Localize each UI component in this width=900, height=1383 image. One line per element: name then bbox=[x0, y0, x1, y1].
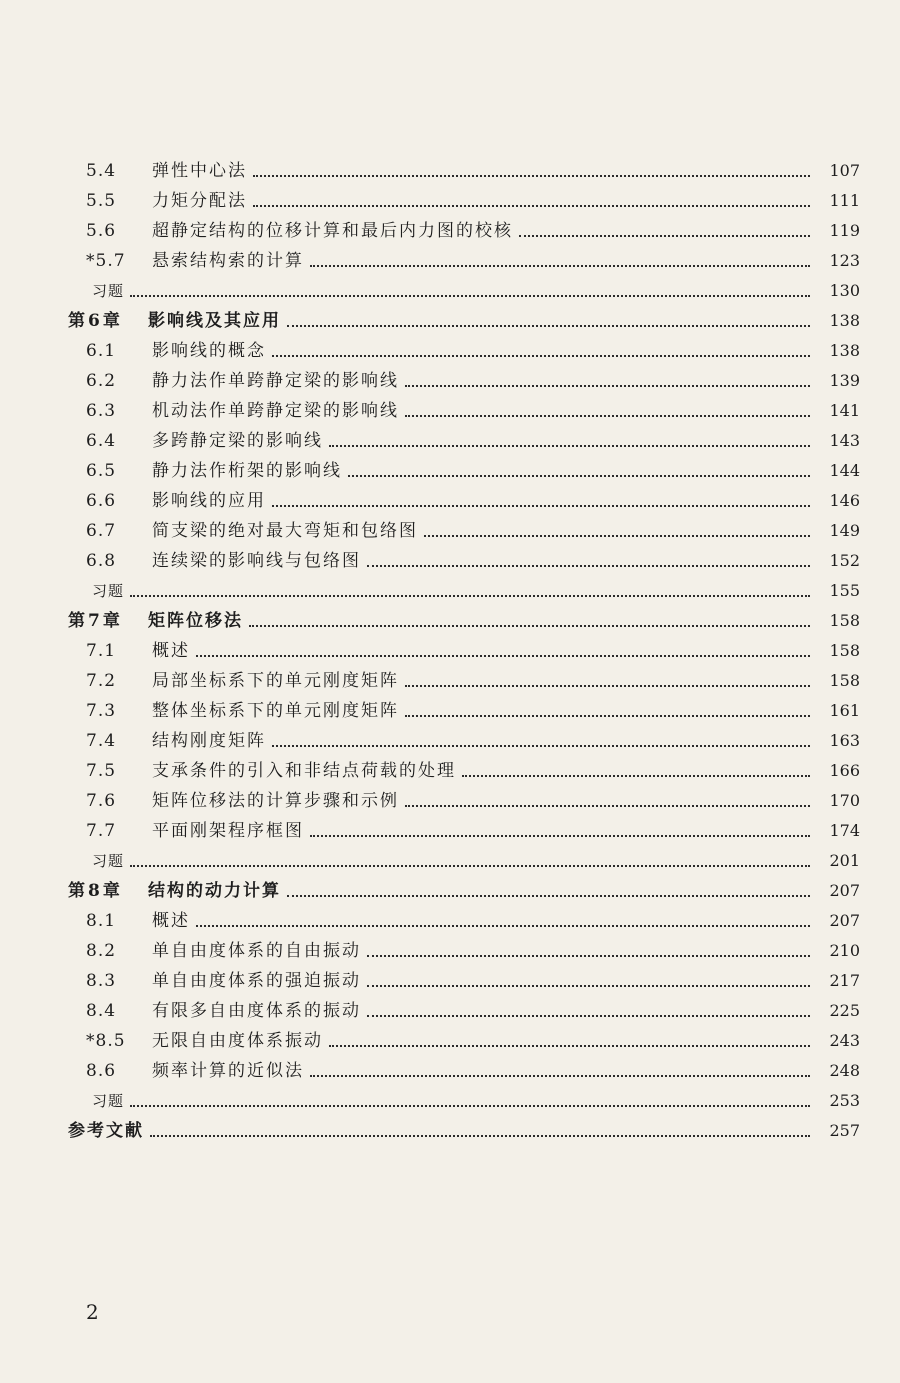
toc-section bbox=[68, 1026, 860, 1056]
toc-chapter bbox=[68, 306, 860, 336]
toc-entry-title: 静力法作单跨静定梁的影响线 bbox=[152, 371, 399, 391]
toc-entry-title: 机动法作单跨静定梁的影响线 bbox=[152, 401, 399, 421]
dot-leader bbox=[272, 743, 810, 747]
toc-page-number: 243 bbox=[829, 1031, 860, 1050]
toc-page-number: 161 bbox=[829, 701, 860, 720]
toc-entry-number: 6.3 bbox=[86, 401, 117, 421]
toc-entry-title: 无限自由度体系振动 bbox=[152, 1031, 323, 1051]
toc-entry-title: 影响线的概念 bbox=[152, 341, 266, 361]
toc-entry-number: 6.8 bbox=[86, 551, 117, 571]
toc-entry-number: 5.5 bbox=[86, 191, 117, 211]
toc-exercises bbox=[68, 1086, 860, 1116]
toc-entry-title: 习题 bbox=[92, 1092, 125, 1110]
toc-section bbox=[68, 396, 860, 426]
toc-section bbox=[68, 936, 860, 966]
toc-entry-number: 第7章 bbox=[68, 611, 123, 631]
toc-section bbox=[68, 996, 860, 1026]
toc-entry-title: 矩阵位移法 bbox=[148, 611, 243, 631]
toc-page-number: 107 bbox=[829, 161, 860, 180]
toc-entry-title: 连续梁的影响线与包络图 bbox=[152, 551, 361, 571]
dot-leader bbox=[253, 173, 810, 177]
dot-leader bbox=[150, 1133, 810, 1137]
toc-page-number: 207 bbox=[829, 881, 860, 900]
dot-leader bbox=[405, 683, 810, 687]
toc-section bbox=[68, 666, 860, 696]
toc-entry-number: 5.6 bbox=[86, 221, 117, 241]
toc-section bbox=[68, 246, 860, 276]
toc-entry-title: 支承条件的引入和非结点荷载的处理 bbox=[152, 761, 456, 781]
toc-page-number: 146 bbox=[829, 491, 860, 510]
toc-entry-number: 7.2 bbox=[86, 671, 117, 691]
dot-leader bbox=[196, 653, 810, 657]
toc-page-number: 143 bbox=[829, 431, 860, 450]
dot-leader bbox=[367, 1013, 810, 1017]
dot-leader bbox=[253, 203, 810, 207]
toc-exercises bbox=[68, 276, 860, 306]
toc-section bbox=[68, 1056, 860, 1086]
toc-entry-number: 7.3 bbox=[86, 701, 117, 721]
toc-entry-number: 7.5 bbox=[86, 761, 117, 781]
toc-page-number: 139 bbox=[829, 371, 860, 390]
toc-section bbox=[68, 216, 860, 246]
toc-page-number: 210 bbox=[829, 941, 860, 960]
toc-entry-number: 7.4 bbox=[86, 731, 117, 751]
toc-page-number: 149 bbox=[829, 521, 860, 540]
dot-leader bbox=[272, 503, 810, 507]
toc-entry-number: 7.1 bbox=[86, 641, 117, 661]
toc-entry-title: 概述 bbox=[152, 641, 190, 661]
toc-entry-number: 6.5 bbox=[86, 461, 117, 481]
toc-entry-title: 习题 bbox=[92, 282, 125, 300]
toc-entry-number: 6.4 bbox=[86, 431, 117, 451]
toc-exercises bbox=[68, 576, 860, 606]
dot-leader bbox=[519, 233, 810, 237]
toc-entry-title: 习题 bbox=[92, 582, 125, 600]
dot-leader bbox=[249, 623, 810, 627]
dot-leader bbox=[405, 413, 810, 417]
toc-page-number: 119 bbox=[829, 221, 860, 240]
toc-section bbox=[68, 366, 860, 396]
toc-entry-title: 矩阵位移法的计算步骤和示例 bbox=[152, 791, 399, 811]
dot-leader bbox=[329, 1043, 810, 1047]
toc-entry-number: 8.6 bbox=[86, 1061, 117, 1081]
toc-entry-number: 6.1 bbox=[86, 341, 117, 361]
table-of-contents bbox=[68, 156, 860, 1146]
dot-leader bbox=[130, 593, 810, 597]
dot-leader bbox=[130, 863, 810, 867]
toc-page-number: 207 bbox=[829, 911, 860, 930]
toc-entry-number: 第6章 bbox=[68, 311, 123, 331]
toc-section bbox=[68, 786, 860, 816]
toc-page-number: 123 bbox=[829, 251, 860, 270]
dot-leader bbox=[272, 353, 810, 357]
toc-page-number: 158 bbox=[829, 671, 860, 690]
toc-section bbox=[68, 486, 860, 516]
toc-entry-number: 6.7 bbox=[86, 521, 117, 541]
toc-page-number: 155 bbox=[829, 581, 860, 600]
dot-leader bbox=[367, 563, 810, 567]
toc-entry-number: 6.6 bbox=[86, 491, 117, 511]
toc-page-number: 163 bbox=[829, 731, 860, 750]
dot-leader bbox=[329, 443, 810, 447]
toc-entry-title: 频率计算的近似法 bbox=[152, 1061, 304, 1081]
toc-section bbox=[68, 426, 860, 456]
dot-leader bbox=[310, 263, 810, 267]
toc-entry-title: 弹性中心法 bbox=[152, 161, 247, 181]
toc-page-number: 217 bbox=[829, 971, 860, 990]
toc-section bbox=[68, 906, 860, 936]
toc-entry-number: *5.7 bbox=[86, 251, 126, 271]
dot-leader bbox=[367, 983, 810, 987]
toc-page-number: 257 bbox=[829, 1121, 860, 1140]
toc-entry-number: 5.4 bbox=[86, 161, 117, 181]
dot-leader bbox=[310, 833, 810, 837]
toc-entry-number: 第8章 bbox=[68, 881, 123, 901]
toc-entry-title: 影响线及其应用 bbox=[148, 311, 281, 331]
toc-entry-title: 局部坐标系下的单元刚度矩阵 bbox=[152, 671, 399, 691]
dot-leader bbox=[310, 1073, 810, 1077]
toc-entry-number: 8.2 bbox=[86, 941, 117, 961]
toc-section bbox=[68, 966, 860, 996]
toc-entry-title: 超静定结构的位移计算和最后内力图的校核 bbox=[152, 221, 513, 241]
toc-entry-title: 习题 bbox=[92, 852, 125, 870]
toc-page-number: 138 bbox=[829, 341, 860, 360]
toc-page-number: 158 bbox=[829, 641, 860, 660]
toc-section bbox=[68, 156, 860, 186]
toc-page-number: 174 bbox=[829, 821, 860, 840]
dot-leader bbox=[287, 893, 810, 897]
toc-chapter bbox=[68, 876, 860, 906]
toc-references bbox=[68, 1116, 860, 1146]
toc-section bbox=[68, 636, 860, 666]
toc-page-number: 158 bbox=[829, 611, 860, 630]
toc-section bbox=[68, 186, 860, 216]
toc-entry-title: 有限多自由度体系的振动 bbox=[152, 1001, 361, 1021]
toc-entry-title: 平面刚架程序框图 bbox=[152, 821, 304, 841]
dot-leader bbox=[424, 533, 810, 537]
toc-entry-title: 力矩分配法 bbox=[152, 191, 247, 211]
toc-entry-title: 悬索结构索的计算 bbox=[152, 251, 304, 271]
toc-section bbox=[68, 516, 860, 546]
toc-entry-title: 多跨静定梁的影响线 bbox=[152, 431, 323, 451]
toc-entry-number: 6.2 bbox=[86, 371, 117, 391]
toc-page-number: 170 bbox=[829, 791, 860, 810]
page-number: 2 bbox=[86, 1300, 99, 1324]
toc-entry-title: 结构的动力计算 bbox=[148, 881, 281, 901]
dot-leader bbox=[462, 773, 810, 777]
toc-entry-title: 静力法作桁架的影响线 bbox=[152, 461, 342, 481]
toc-entry-title: 单自由度体系的强迫振动 bbox=[152, 971, 361, 991]
toc-entry-title: 影响线的应用 bbox=[152, 491, 266, 511]
toc-entry-title: 参考文献 bbox=[68, 1121, 144, 1141]
toc-entry-number: 7.6 bbox=[86, 791, 117, 811]
dot-leader bbox=[130, 293, 810, 297]
toc-section bbox=[68, 726, 860, 756]
toc-page-number: 225 bbox=[829, 1001, 860, 1020]
dot-leader bbox=[405, 803, 810, 807]
toc-section bbox=[68, 696, 860, 726]
toc-page-number: 253 bbox=[829, 1091, 860, 1110]
toc-entry-number: 8.1 bbox=[86, 911, 117, 931]
toc-page-number: 166 bbox=[829, 761, 860, 780]
toc-page-number: 152 bbox=[829, 551, 860, 570]
toc-entry-title: 简支梁的绝对最大弯矩和包络图 bbox=[152, 521, 418, 541]
dot-leader bbox=[405, 713, 810, 717]
toc-section bbox=[68, 816, 860, 846]
dot-leader bbox=[367, 953, 810, 957]
dot-leader bbox=[348, 473, 810, 477]
toc-entry-number: 7.7 bbox=[86, 821, 117, 841]
toc-entry-number: *8.5 bbox=[86, 1031, 126, 1051]
toc-section bbox=[68, 456, 860, 486]
toc-entry-title: 结构刚度矩阵 bbox=[152, 731, 266, 751]
toc-page-number: 130 bbox=[829, 281, 860, 300]
toc-page-number: 141 bbox=[829, 401, 860, 420]
toc-page-number: 138 bbox=[829, 311, 860, 330]
toc-entry-number: 8.3 bbox=[86, 971, 117, 991]
dot-leader bbox=[130, 1103, 810, 1107]
toc-page-number: 201 bbox=[829, 851, 860, 870]
toc-section bbox=[68, 336, 860, 366]
dot-leader bbox=[196, 923, 810, 927]
toc-entry-title: 整体坐标系下的单元刚度矩阵 bbox=[152, 701, 399, 721]
toc-exercises bbox=[68, 846, 860, 876]
toc-page-number: 111 bbox=[829, 191, 860, 210]
toc-section bbox=[68, 546, 860, 576]
dot-leader bbox=[287, 323, 810, 327]
dot-leader bbox=[405, 383, 810, 387]
toc-section bbox=[68, 756, 860, 786]
toc-entry-title: 概述 bbox=[152, 911, 190, 931]
toc-page-number: 144 bbox=[829, 461, 860, 480]
toc-page-number: 248 bbox=[829, 1061, 860, 1080]
toc-entry-number: 8.4 bbox=[86, 1001, 117, 1021]
toc-chapter bbox=[68, 606, 860, 636]
toc-entry-title: 单自由度体系的自由振动 bbox=[152, 941, 361, 961]
